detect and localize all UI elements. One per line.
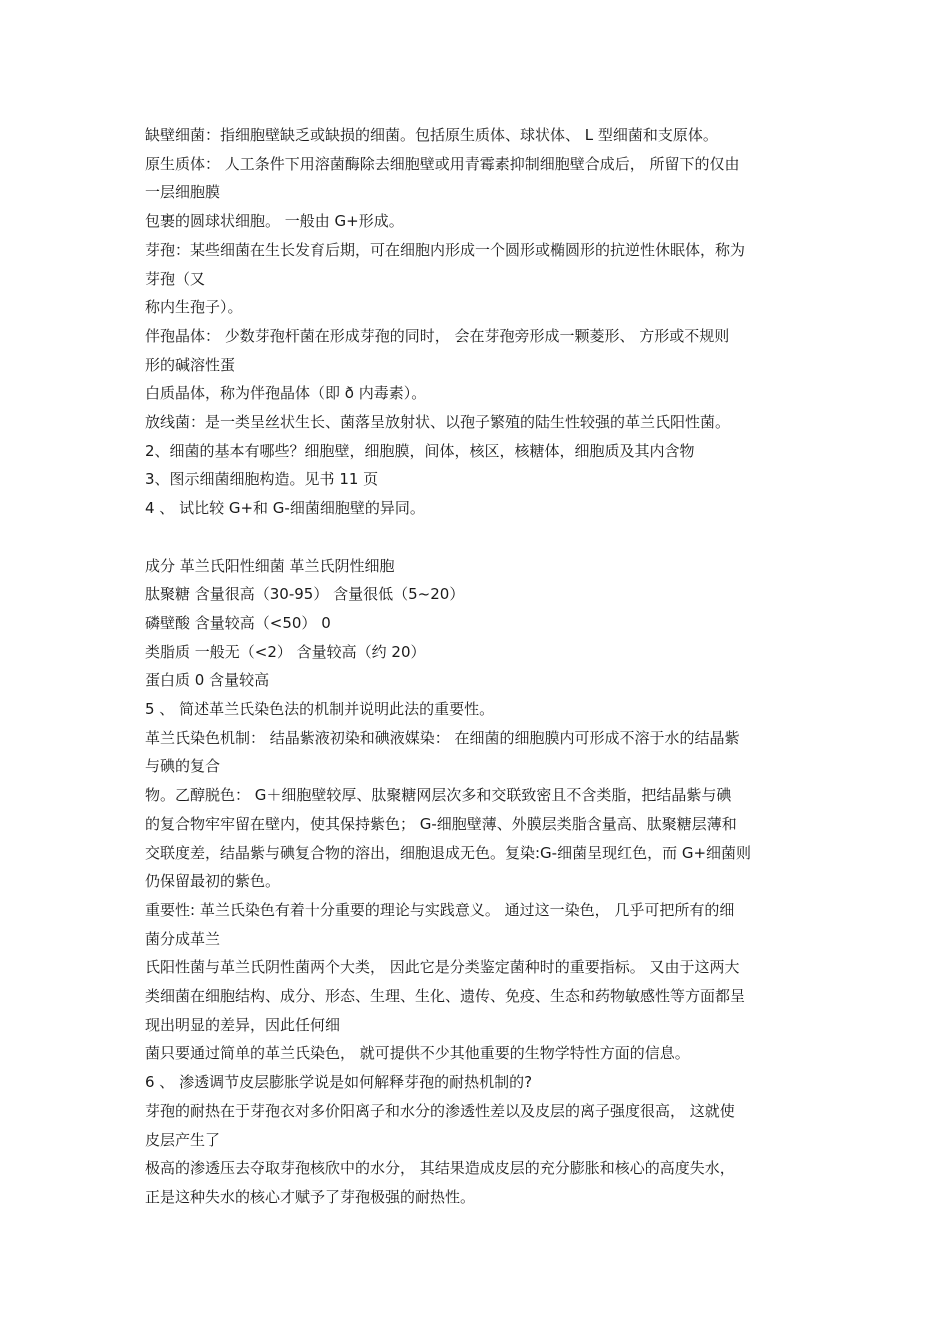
text-line: 芽孢（又 — [145, 269, 206, 288]
text-line: 包裹的圆球状细胞。 一般由 G+形成。 — [145, 212, 404, 231]
text-line: 芽孢：某些细菌在生长发育后期，可在细胞内形成一个圆形或椭圆形的抗逆性休眠体，称为 — [145, 240, 746, 259]
text-line: 伴孢晶体： 少数芽孢杆菌在形成芽孢的同时， 会在芽孢旁形成一颗菱形、 方形或不规则 — [145, 326, 730, 345]
text-line: 现出明显的差异，因此任何细 — [145, 1015, 341, 1034]
question-6: 6 、 渗透调节皮层膨胀学说是如何解释芽孢的耐热机制的? — [145, 1073, 533, 1092]
comparison-row: 肽聚糖 含量很高（30-95） 含量很低（5~20） — [145, 585, 465, 604]
text-line: 正是这种失水的核心才赋予了芽孢极强的耐热性。 — [145, 1188, 476, 1206]
question-3: 3、图示细菌细胞构造。见书 11 页 — [145, 470, 379, 489]
text-line: 物。乙醇脱色： G＋细胞壁较厚、肽聚糖网层次多和交联致密且不含类脂，把结晶紫与碘 — [145, 786, 732, 805]
comparison-row: 蛋白质 0 含量较高 — [145, 671, 270, 690]
blank-line — [145, 523, 810, 552]
text-line: 皮层产生了 — [145, 1130, 221, 1149]
text-line: 菌只要通过简单的革兰氏染色， 就可提供不少其他重要的生物学特性方面的信息。 — [145, 1044, 690, 1063]
text-line: 交联度差，结晶紫与碘复合物的溶出，细胞退成无色。复染:G-细菌呈现红色，而 G+细菌则 — [145, 843, 752, 862]
question-4: 4 、 试比较 G+和 G-细菌细胞壁的异同。 — [145, 499, 425, 518]
text-line: 菌分成革兰 — [145, 929, 221, 948]
text-line: 芽孢的耐热在于芽孢衣对多价阳离子和水分的渗透性差以及皮层的离子强度很高， 这就使 — [145, 1101, 735, 1120]
question-2: 2、细菌的基本有哪些？细胞壁，细胞膜，间体，核区，核糖体，细胞质及其内含物 — [145, 441, 695, 460]
comparison-row: 磷壁酸 含量较高（<50） 0 — [145, 613, 331, 632]
question-5: 5 、 简述革兰氏染色法的机制并说明此法的重要性。 — [145, 700, 495, 719]
text-line: 革兰氏染色机制： 结晶紫液初染和碘液媒染： 在细菌的细胞膜内可形成不溶于水的结晶紫 — [145, 728, 740, 747]
text-line: 的复合物牢牢留在壁内，使其保持紫色； G-细胞壁薄、外膜层类脂含量高、肽聚糖层薄和 — [145, 814, 737, 833]
comparison-header-row: 成分 革兰氏阳性细菌 革兰氏阴性细胞 — [145, 556, 395, 575]
text-line: 仍保留最初的紫色。 — [145, 872, 281, 891]
text-line: 氏阳性菌与革兰氏阴性菌两个大类， 因此它是分类鉴定菌种时的重要指标。 又由于这两大 — [145, 958, 740, 977]
text-line: 形的碱溶性蛋 — [145, 355, 236, 374]
text-line: 缺壁细菌：指细胞壁缺乏或缺损的细菌。包括原生质体、球状体、 L 型细菌和支原体。 — [145, 126, 718, 144]
text-line: 放线菌：是一类呈丝状生长、菌落呈放射状、以孢子繁殖的陆生性较强的革兰氏阳性菌。 — [145, 413, 731, 432]
text-line: 类细菌在细胞结构、成分、形态、生理、生化、遗传、免疫、生态和药物敏感性等方面都呈 — [145, 987, 746, 1006]
text-line: 一层细胞膜 — [145, 183, 221, 202]
text-line: 称内生孢子）。 — [145, 298, 243, 317]
text-line: 与碘的复合 — [145, 757, 221, 776]
text-line: 原生质体： 人工条件下用溶菌酶除去细胞壁或用青霉素抑制细胞壁合成后， 所留下的仅由 — [145, 154, 740, 173]
text-line: 极高的渗透压去夺取芽孢核欣中的水分， 其结果造成皮层的充分膨胀和核心的高度失水， — [145, 1159, 735, 1178]
text-line: 白质晶体，称为伴孢晶体（即 ð 内毒素）。 — [145, 384, 427, 403]
comparison-row: 类脂质 一般无（<2） 含量较高（约 20） — [145, 642, 426, 661]
text-line: 重要性: 革兰氏染色有着十分重要的理论与实践意义。 通过这一染色， 几乎可把所有的细 — [145, 900, 735, 919]
document-page — [145, 121, 810, 1212]
